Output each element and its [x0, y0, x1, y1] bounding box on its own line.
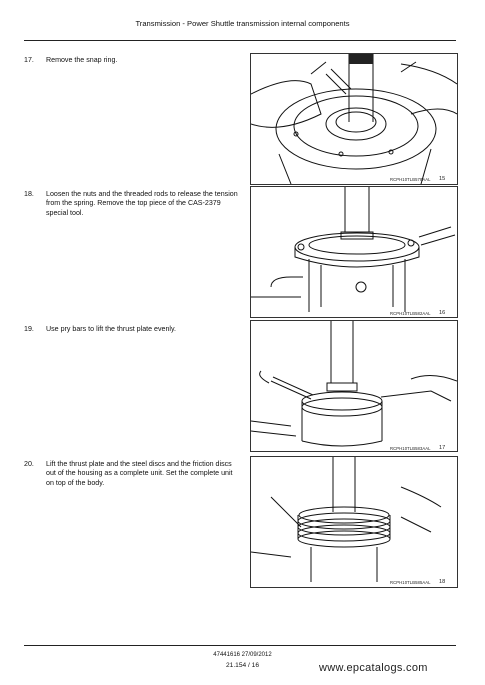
watermark: www.epcatalogs.com	[319, 662, 428, 674]
step-number: 19.	[24, 325, 34, 333]
header-rule	[24, 40, 456, 41]
figure-code: RCPH10TLB583AAL	[390, 446, 431, 451]
step-number: 17.	[24, 56, 34, 64]
figure-code: RCPH10TLB578AAL	[390, 177, 431, 182]
step-number: 20.	[24, 460, 34, 468]
step-number: 18.	[24, 190, 34, 198]
figure-number: 18	[439, 579, 446, 585]
step-text: Use pry bars to lift the thrust plate evenly.	[46, 325, 176, 333]
figure-number: 16	[439, 310, 446, 316]
footer-page-number: 21.154 / 16	[226, 662, 259, 669]
figure-code: RCPH10TLB585AAL	[390, 580, 431, 585]
figure-pry-thrust-plate	[250, 320, 458, 452]
figure-code: RCPH10TLB582AAL	[390, 311, 431, 316]
step-text: Lift the thrust plate and the steel discs and the friction discs out of the housing as a complete unit. Set the complete unit on top of the body.	[46, 460, 233, 487]
footer-doc-ref: 47441616 27/09/2012	[213, 652, 272, 658]
figure-lift-disc-unit	[250, 456, 458, 588]
step-text: Remove the snap ring.	[46, 56, 118, 64]
figure-loosen-nuts	[250, 186, 458, 318]
figure-remove-snap-ring	[250, 53, 458, 185]
page-header: Transmission - Power Shuttle transmission internal components	[135, 19, 350, 28]
footer-rule	[24, 645, 456, 646]
figure-number: 15	[439, 176, 446, 182]
step-text: Loosen the nuts and the threaded rods to release the tension from the spring. Remove the top piece of the CAS-2379 special tool.	[46, 190, 238, 217]
figure-number: 17	[439, 445, 446, 451]
